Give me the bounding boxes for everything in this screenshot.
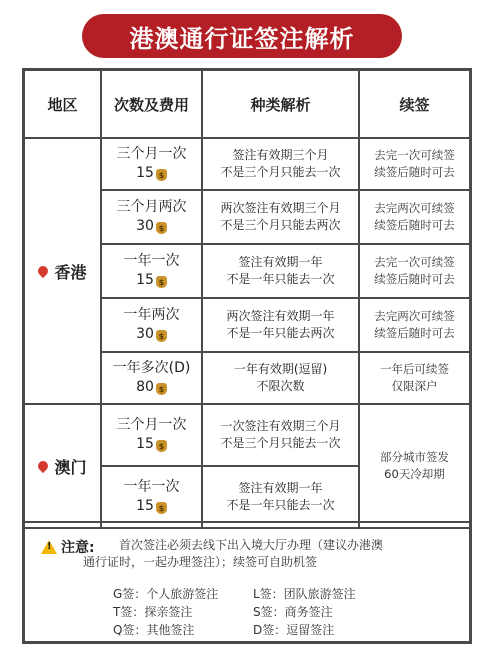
visa-type-list [113, 587, 413, 638]
notes-label: ! 注意: [41, 537, 95, 557]
list-item: Q签：其他签注 [113, 623, 195, 637]
notes-section [25, 521, 469, 641]
visa-table-frame [22, 68, 472, 644]
renew-cell-macau: 部分城市签发 60天冷却期 [359, 404, 469, 528]
list-item: D签：逗留签注 [253, 623, 335, 637]
location-pin-icon [36, 458, 50, 472]
list-item: G签：个人旅游签注 [113, 587, 219, 601]
header-times-cost: 次数及费用 [101, 71, 202, 138]
header-renew: 续签 [359, 71, 469, 138]
money-bag-icon: $ [156, 276, 167, 288]
times-cost-cell: 三个月两次 30 $ [101, 190, 202, 244]
page-title: 港澳通行证签注解析 [82, 14, 402, 58]
money-bag-icon: $ [156, 440, 167, 452]
money-bag-icon: $ [156, 169, 167, 181]
list-item: L签：团队旅游签注 [253, 587, 356, 601]
times-cost-cell: 一年两次 30 $ [101, 298, 202, 352]
times-cost-cell: 一年一次 15 $ [101, 244, 202, 298]
type-cell: 签注有效期一年 不是一年只能去一次 [202, 244, 359, 298]
region-macau: 澳门 [25, 404, 101, 528]
type-cell: 两次签注有效期一年 不是一年只能去两次 [202, 298, 359, 352]
renew-cell: 去完两次可续签 续签后随时可去 [359, 190, 469, 244]
times-cost-cell: 三个月一次 15 $ [101, 404, 202, 466]
warning-icon [41, 540, 57, 554]
type-cell: 两次签注有效期三个月 不是三个月只能去两次 [202, 190, 359, 244]
money-bag-icon: $ [156, 330, 167, 342]
renew-cell: 去完一次可续签 续签后随时可去 [359, 244, 469, 298]
visa-table [25, 71, 469, 529]
table-row [25, 138, 469, 190]
renew-cell: 一年后可续签 仅限深户 [359, 352, 469, 404]
type-cell: 签注有效期一年 不是一年只能去一次 [202, 466, 359, 528]
table-row [25, 404, 469, 466]
renew-cell: 去完一次可续签 续签后随时可去 [359, 138, 469, 190]
list-item: S签：商务签注 [253, 605, 333, 619]
location-pin-icon [36, 263, 50, 277]
money-bag-icon: $ [156, 502, 167, 514]
table-header-row [25, 71, 469, 138]
header-region: 地区 [25, 71, 101, 138]
type-cell: 签注有效期三个月 不是三个月只能去一次 [202, 138, 359, 190]
money-bag-icon: $ [156, 383, 167, 395]
type-cell: 一次签注有效期三个月 不是三个月只能去一次 [202, 404, 359, 466]
times-cost-cell: 三个月一次 15 $ [101, 138, 202, 190]
region-hongkong: 香港 [25, 138, 101, 404]
list-item: T签：探亲签注 [113, 605, 193, 619]
times-cost-cell: 一年一次 15 $ [101, 466, 202, 528]
type-cell: 一年有效期(逗留) 不限次数 [202, 352, 359, 404]
renew-cell: 去完两次可续签 续签后随时可去 [359, 298, 469, 352]
times-cost-cell: 一年多次(D) 80 $ [101, 352, 202, 404]
header-type: 种类解析 [202, 71, 359, 138]
notes-text: 首次签注必须去线下出入境大厅办理（建议办港澳 通行证时，一起办理签注）；续签可自助机签 [83, 538, 384, 569]
money-bag-icon: $ [156, 222, 167, 234]
